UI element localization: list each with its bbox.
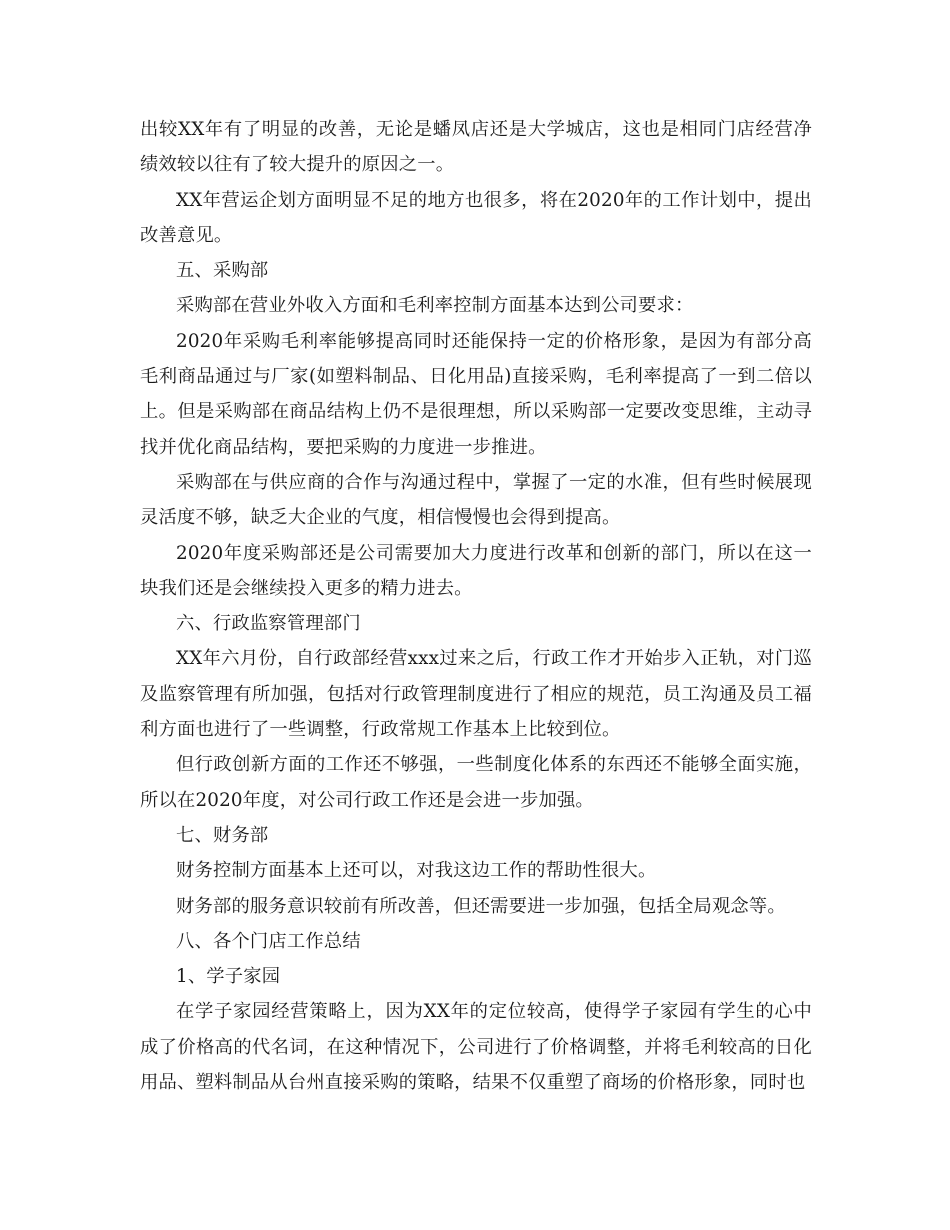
section-heading-admin: 六、行政监察管理部门 xyxy=(176,613,361,635)
paragraph-continuation: 出较XX年有了明显的改善，无论是蟠凤店还是大学城店，这也是相同门店经营净绩效较以往有了较大提升的原因之一。 xyxy=(140,119,812,176)
paragraph-purchasing-intro: 采购部在营业外收入方面和毛利率控制方面基本达到公司要求： xyxy=(176,295,694,317)
paragraph-operations-shortcomings: XX年营运企划方面明显不足的地方也很多，将在2020年的工作计划中，提出改善意见。 xyxy=(140,189,812,246)
paragraph-admin-innovation: 但行政创新方面的工作还不够强，一些制度化体系的东西还不能够全面实施，所以在2020年度，对公司行政工作还是会进一步加强。 xyxy=(140,754,812,811)
section-heading-stores: 八、各个门店工作总结 xyxy=(176,930,361,952)
paragraph-admin-progress: XX年六月份，自行政部经营xxx过来之后，行政工作才开始步入正轨，对门巡及监察管理有所加强，包括对行政管理制度进行了相应的规范，员工沟通及员工福利方面也进行了一些调整，行政常规工作基本上比较到位。 xyxy=(140,648,812,741)
subsection-heading-xuezi: 1、学子家园 xyxy=(176,966,281,988)
paragraph-purchasing-suppliers: 采购部在与供应商的合作与沟通过程中，掌握了一定的水准，但有些时候展现灵活度不够，缺乏大企业的气度，相信慢慢也会得到提高。 xyxy=(140,471,812,529)
paragraph-finance-service: 财务部的服务意识较前有所改善，但还需要进一步加强，包括全局观念等。 xyxy=(176,895,786,917)
section-heading-purchasing: 五、采购部 xyxy=(176,260,269,282)
paragraph-xuezi-strategy: 在学子家园经营策略上，因为XX年的定位较高，使得学子家园有学生的心中成了价格高的代名词，在这种情况下，公司进行了价格调整，并将毛利较高的日化用品、塑料制品从台州直接采购的策略，结果不仅重塑了商场的价格形象，同时也 xyxy=(140,1001,812,1094)
paragraph-purchasing-margin: 2020年采购毛利率能够提高同时还能保持一定的价格形象，是因为有部分高毛利商品通过与厂家(如塑料制品、日化用品)直接采购，毛利率提高了一到二倍以上。但是采购部在商品结构上仍不是很理想，所以采购部一定要改变思维，主动寻找并优化商品结构，要把采购的力度进一步推进。 xyxy=(140,330,812,458)
section-heading-finance: 七、财务部 xyxy=(176,824,269,846)
paragraph-finance-control: 财务控制方面基本上还可以，对我这边工作的帮助性很大。 xyxy=(176,860,657,882)
document-body xyxy=(140,112,812,1100)
paragraph-purchasing-reform: 2020年度采购部还是公司需要加大力度进行改革和创新的部门，所以在这一块我们还是会继续投入更多的精力进去。 xyxy=(140,542,812,599)
